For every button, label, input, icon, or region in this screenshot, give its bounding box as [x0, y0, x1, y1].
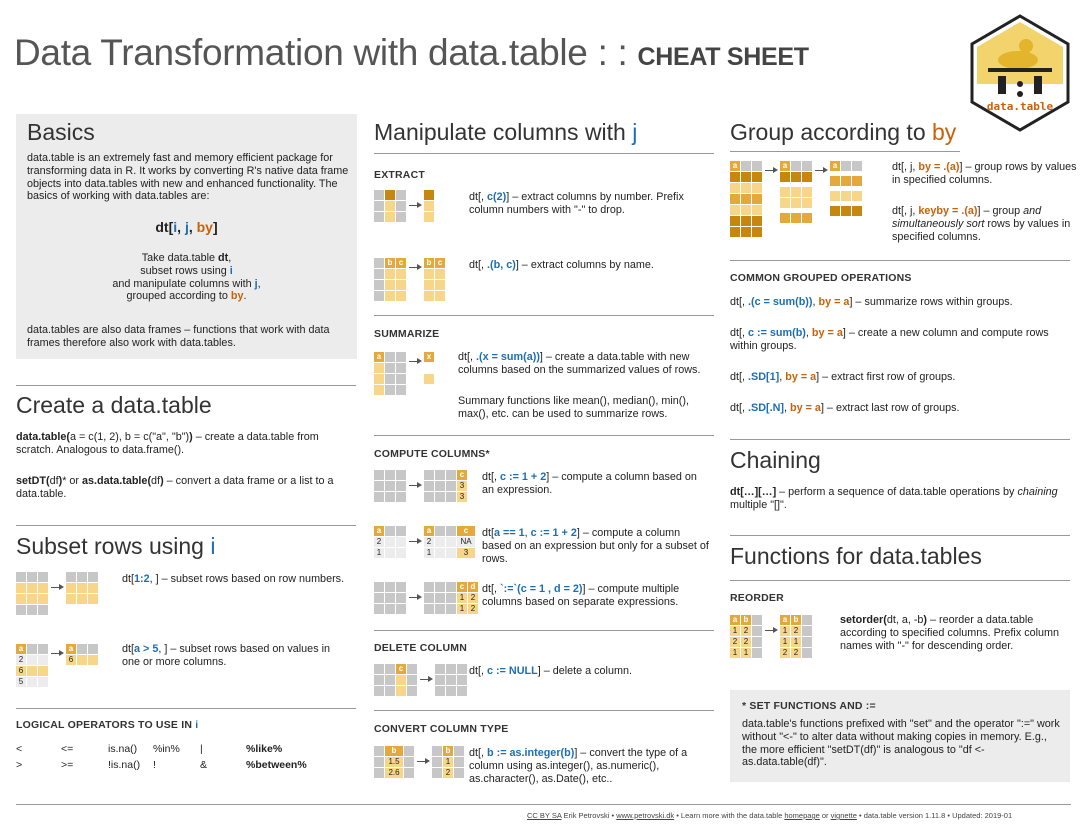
- subset-example-2: dt[a > 5, ] – subset rows based on values in one or more columns.: [122, 643, 330, 668]
- subset-rows-diagram: [16, 572, 98, 615]
- title-bold: CHEAT SHEET: [637, 43, 809, 71]
- data-table-logo: [968, 14, 1072, 132]
- website-link[interactable]: www.petrovski.dk: [616, 811, 675, 820]
- chaining-heading: Chaining: [730, 447, 821, 473]
- reorder-heading: REORDER: [730, 592, 784, 604]
- extract-example-1: dt[, c(2)] – extract columns by number. Prefix column numbers with "-" to drop.: [469, 191, 684, 216]
- group-example-1: dt[, j, by = .(a)] – group rows by values in specified columns.: [892, 161, 1077, 186]
- divider: [16, 525, 356, 526]
- compute-heading: COMPUTE COLUMNS*: [374, 448, 490, 460]
- basics-syntax: dt[i, j, by]: [155, 219, 218, 235]
- divider: [374, 153, 714, 154]
- logical-operators-table: < <= is.na() %in% | %like% > >= !is.na() ! & %between%: [16, 743, 307, 771]
- delete-diagram: c: [374, 664, 467, 696]
- title-main: Data Transformation with data.table: [14, 32, 588, 73]
- reorder-example: setorder(dt, a, -b) – reorder a data.table according to specified columns. Prefix column names with "-" for descending order.: [840, 614, 1060, 652]
- create-heading: Create a data.table: [16, 392, 212, 418]
- logical-operators-heading: LOGICAL OPERATORS TO USE IN i: [16, 719, 199, 731]
- divider: [374, 630, 714, 631]
- subset-example-1: dt[1:2, ] – subset rows based on row numbers.: [122, 573, 345, 585]
- summarize-heading: SUMMARIZE: [374, 328, 440, 340]
- create-item-1: data.table(a = c(1, 2), b = c("a", "b")) – create a data.table from scratch. Analogous to data.frame().: [16, 431, 319, 456]
- group-diagram: a a a: [730, 161, 862, 237]
- reorder-diagram: a b 1 2 2 2 1 1 a b 1 2 1 1 2 2: [730, 615, 812, 658]
- divider: [374, 315, 714, 316]
- divider: [374, 710, 714, 711]
- license-link[interactable]: CC BY SA: [527, 811, 562, 820]
- functions-heading: Functions for data.tables: [730, 543, 982, 569]
- divider: [730, 151, 960, 152]
- group-heading: Group according to by: [730, 119, 957, 145]
- convert-example: dt[, b := as.integer(b)] – convert the type of a column using as.integer(), as.numeric(), as.character(), as.Date(), etc..: [469, 747, 688, 785]
- extract-name-diagram: b c b c: [374, 258, 445, 301]
- page-title: [14, 32, 809, 74]
- common-grouped-heading: COMMON GROUPED OPERATIONS: [730, 272, 912, 284]
- grouped-op-1: dt[, .(c = sum(b)), by = a] – summarize rows within groups.: [730, 296, 1013, 308]
- footer: CC BY SA Erik Petrovski • www.petrovski.dk • Learn more with the data.table homepage or vignette • data.table version 1.11.8 • Updated: 2019-01: [527, 811, 1013, 820]
- compute-diagram-3: c d 1 2 1 2: [374, 582, 478, 614]
- compute-example-2: dt[a == 1, c := 1 + 2] – compute a column based on an expression but only for a subset of rows.: [482, 527, 709, 565]
- delete-example: dt[, c := NULL] – delete a column.: [469, 665, 632, 677]
- divider: [730, 535, 1070, 536]
- divider: [16, 385, 356, 386]
- delete-heading: DELETE COLUMN: [374, 642, 468, 654]
- grouped-op-3: dt[, .SD[1], by = a] – extract first row of groups.: [730, 371, 956, 383]
- group-example-2: dt[, j, keyby = .(a)] – group and simultaneously sort rows by values in specified columns.: [892, 205, 1071, 243]
- set-functions-heading: * SET FUNCTIONS AND :=: [742, 700, 876, 712]
- convert-heading: CONVERT COLUMN TYPE: [374, 723, 509, 735]
- summarize-diagram: a x: [374, 352, 434, 395]
- title-sep: : :: [587, 32, 638, 73]
- divider: [730, 580, 1070, 581]
- basics-outro: data.tables are also data frames – functions that work with data frames therefore also work with data.tables.: [27, 324, 330, 349]
- homepage-link[interactable]: homepage: [784, 811, 820, 820]
- create-item-2: setDT(df)* or as.data.table(df) – convert a data frame or a list to a data.table.: [16, 475, 334, 500]
- basics-explain: Take data.table dt, subset rows using i and manipulate columns with j, grouped according to by.: [112, 252, 261, 303]
- basics-heading: Basics: [27, 119, 95, 145]
- grouped-op-2: dt[, c := sum(b), by = a] – create a new column and compute rows within groups.: [730, 327, 1049, 352]
- divider: [16, 804, 1071, 805]
- summarize-note: Summary functions like mean(), median(), min(), max(), etc. can be used to summarize rows.: [458, 395, 689, 420]
- compute-example-1: dt[, c := 1 + 2] – compute a column based on an expression.: [482, 471, 697, 496]
- vignette-link[interactable]: vignette: [830, 811, 857, 820]
- compute-diagram-2: a 2 1 a c 2 NA 1 3: [374, 526, 475, 558]
- logo-text: data.table: [986, 100, 1054, 113]
- convert-diagram: b 1.5 2.6 b 1 2: [374, 746, 464, 778]
- compute-diagram-1: c 3 3: [374, 470, 467, 502]
- divider: [374, 435, 714, 436]
- divider: [730, 260, 1070, 261]
- summarize-example-1: dt[, .(x = sum(a))] – create a data.table with new columns based on the summarized values of rows.: [458, 351, 701, 376]
- set-functions-text: data.table's functions prefixed with "set" and the operator ":=" work without "<-" to alter data without making copies in memory. E.g., the more efficient "setDT(df)" is analogous to "df <- as.data.table(df)".: [742, 718, 1060, 769]
- extract-heading: EXTRACT: [374, 169, 425, 181]
- extract-example-2: dt[, .(b, c)] – extract columns by name.: [469, 259, 654, 271]
- divider: [730, 439, 1070, 440]
- subset-heading: Subset rows using i: [16, 533, 216, 559]
- manipulate-heading: Manipulate columns with j: [374, 119, 638, 145]
- basics-panel: [16, 114, 357, 359]
- divider: [16, 708, 356, 709]
- chaining-text: dt[…][…] – perform a sequence of data.table operations by chaining multiple "[]".: [730, 486, 1058, 511]
- compute-example-3: dt[, `:=`(c = 1 , d = 2)] – compute multiple columns based on separate expressions.: [482, 583, 680, 608]
- grouped-op-4: dt[, .SD[.N], by = a] – extract last row of groups.: [730, 402, 960, 414]
- extract-number-diagram: [374, 190, 434, 222]
- subset-values-diagram: a 2 6 5 a 6: [16, 644, 98, 687]
- basics-intro: data.table is an extremely fast and memory efficient package for transforming data in R. It works by converting R's native data frame objects into data.tables with new and enhanced functionality. The basics of working with data.tables are:: [27, 152, 349, 203]
